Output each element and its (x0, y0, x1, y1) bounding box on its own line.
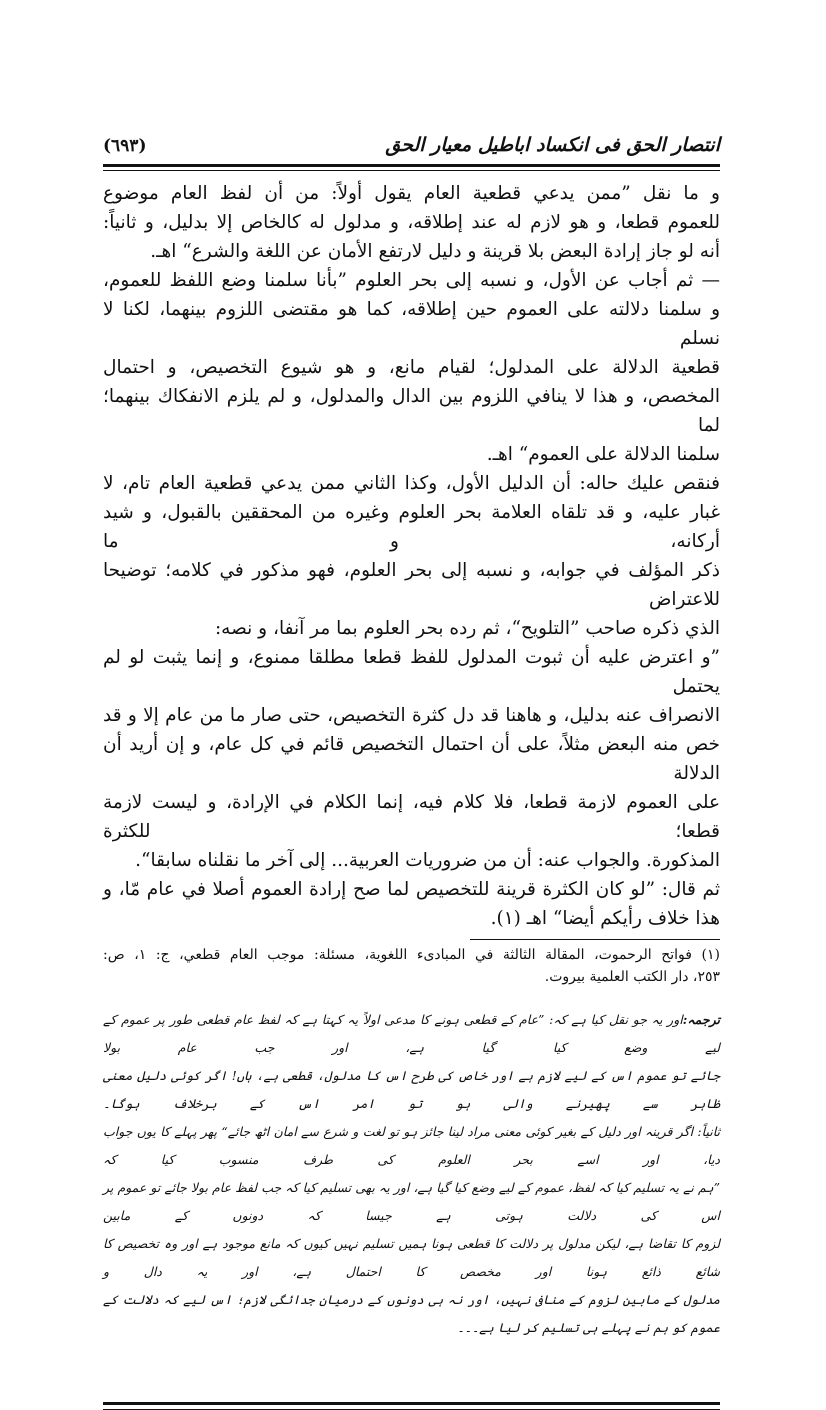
footer-rules (103, 1402, 720, 1410)
text-line: — ثم أجاب عن الأول، و نسبه إلى بحر العلوم ”بأنا سلمنا وضع اللفظ للعموم، (103, 270, 720, 291)
text-line: جائے تو عموم اس کے لیے لازم ہے اور خاص کی طرح اس کا مدلول، قطعی ہے، ہاں! اگر کوئی دلیل معنی ظاہر سے پھیرنے والی ہو تو امر اس کے برخلاف ہوگا۔ (103, 1068, 720, 1111)
text-line: غبار عليه، و قد تلقاه العلامة بحر العلوم وغيره من المحققين بالقبول، و شيد أركانه، و ما (103, 502, 720, 552)
header-rule-thin (103, 170, 720, 171)
text-line: ثانیاً: اگر قرینہ اور دلیل کے بغیر کوئی معنی مراد لینا جائز ہو تو لغت و شرع سے امان اٹھ جائے“ پھر پہلے کا یوں جواب دیا، اور اسے بحر العلوم کی طرف منسوب کیا کہ (103, 1124, 720, 1167)
text-line: فنقص عليك حاله: أن الدليل الأول، وكذا الثاني ممن يدعي قطعية العام تام، لا (103, 473, 720, 494)
text-line: هذا خلاف رأيكم أيضا“ اهـ (١). (490, 908, 720, 929)
text-line: ”و اعترض عليه أن ثبوت المدلول للفظ قطعا مطلقا ممنوع، و إنما يثبت لو لم يحتمل (103, 647, 720, 697)
text-line: سلمنا الدلالة على العموم“ اهـ. (486, 444, 720, 465)
page-number: (٦٩٣) (103, 136, 147, 156)
text-line: الذي ذكره صاحب ”التلويح“، ثم رده بحر العلوم بما مر آنفا، و نصه: (214, 618, 720, 639)
text-line: خص منه البعض مثلاً، على أن احتمال التخصيص قائم في كل عام، و إن أريد أن الدلالة (103, 734, 720, 784)
translation-label: ترجمہ: (682, 1012, 720, 1027)
text-line: ذكر المؤلف في جوابه، و نسبه إلى بحر العلوم، فهو مذكور في كلامه؛ توضيحا للاعتراض (103, 560, 720, 610)
text-line: الانصراف عنه بدليل، و هاهنا قد دل كثرة التخصيص، حتى صار ما من عام إلا و قد (103, 705, 720, 726)
text-line: (١) فواتح الرحموت، المقالة الثالثة في المبادىء اللغوية، مسئلة: موجب العام قطعي، ج: ١، ص: (103, 947, 720, 963)
main-text (103, 179, 720, 933)
footnote-rule (470, 939, 720, 940)
text-line: ٢٥٣، دار الكتب العلمية بيروت. (544, 969, 720, 985)
text-line: أنه لو جاز إرادة البعض بلا قرينة و دليل لارتفع الأمان عن اللغة والشرع“ اهـ. (150, 241, 720, 262)
footnote (103, 944, 720, 988)
footer-rule-thick (103, 1402, 720, 1405)
text-line: مدلول کے مابین لزوم کے منافی نہیں، اور نہ ہی دونوں کے درمیان جدائگی لازم؛ اس لیے کہ دلالت کے عموم کو ہم نے پہلے ہی تسلیم کر لیا ہے۔۔۔ (103, 1292, 720, 1335)
book-page (103, 132, 720, 1410)
text-line: المخصص، و هذا لا ينافي اللزوم بين الدال والمدلول، و لم يلزم الانفكاك بينهما؛ لما (103, 386, 720, 436)
text-line: قطعية الدلالة على المدلول؛ لقيام مانع، و هو شيوع التخصيص، و احتمال (103, 357, 720, 378)
text-line: و سلمنا دلالته على العموم حين إطلاقه، كما هو مقتضى اللزوم بينهما، لكنا لا نسلم (103, 299, 720, 349)
text-line: ”ہم نے یہ تسلیم کیا کہ لفظ، عموم کے لیے وضع کیا گیا ہے، اور یہ بھی تسلیم کیا کہ جب لفظ عام بولا جائے تو عموم پر اس کی دلالت ہوتی ہے جیسا کہ دونوں کے مابین (103, 1180, 720, 1223)
book-title: انتصار الحق فی انکساد اباطیل معیار الحق (385, 134, 720, 156)
text-line: على العموم لازمة قطعا، فلا كلام فيه، إنما الكلام في الإرادة، و ليست لازمة قطعا؛ للكثرة (103, 792, 720, 842)
text-line: ثم قال: ”لو كان الكثرة قرينة للتخصيص لما صح إرادة العموم أصلا في عام مّا، و (103, 879, 720, 900)
text-line: ترجمہ:اور یہ جو نقل کیا ہے کہ: ”عام کے قطعی ہونے کا مدعی اولاً یہ کہتا ہے کہ لفظ عام قطعی طور پر عموم کے لیے وضع کیا گیا ہے، اور جب عام بولا (103, 1012, 720, 1055)
text-line: المذكورة. والجواب عنه: أن من ضروريات العربية... إلى آخر ما نقلناه سابقا“. (135, 850, 720, 871)
text-line: لزوم کا تقاضا ہے، لیکن مدلول پر دلالت کا قطعی ہونا ہمیں تسلیم نہیں کیوں کہ مانع موجود ہے اور وہ تخصیص کا شائع ذائع ہونا اور مخصص کا احتمال ہے، اور یہ دال و (103, 1236, 720, 1279)
text-line: و ما نقل ”ممن يدعي قطعية العام يقول أولاً: من أن لفظ العام موضوع (103, 183, 720, 204)
text-line: للعموم قطعا، و هو لازم له عند إطلاقه، و مدلول له كالخاص إلا بدليل، و ثانياً: (103, 212, 720, 233)
urdu-translation (103, 1006, 720, 1342)
running-header (103, 132, 720, 162)
header-rule-thick (103, 164, 720, 167)
